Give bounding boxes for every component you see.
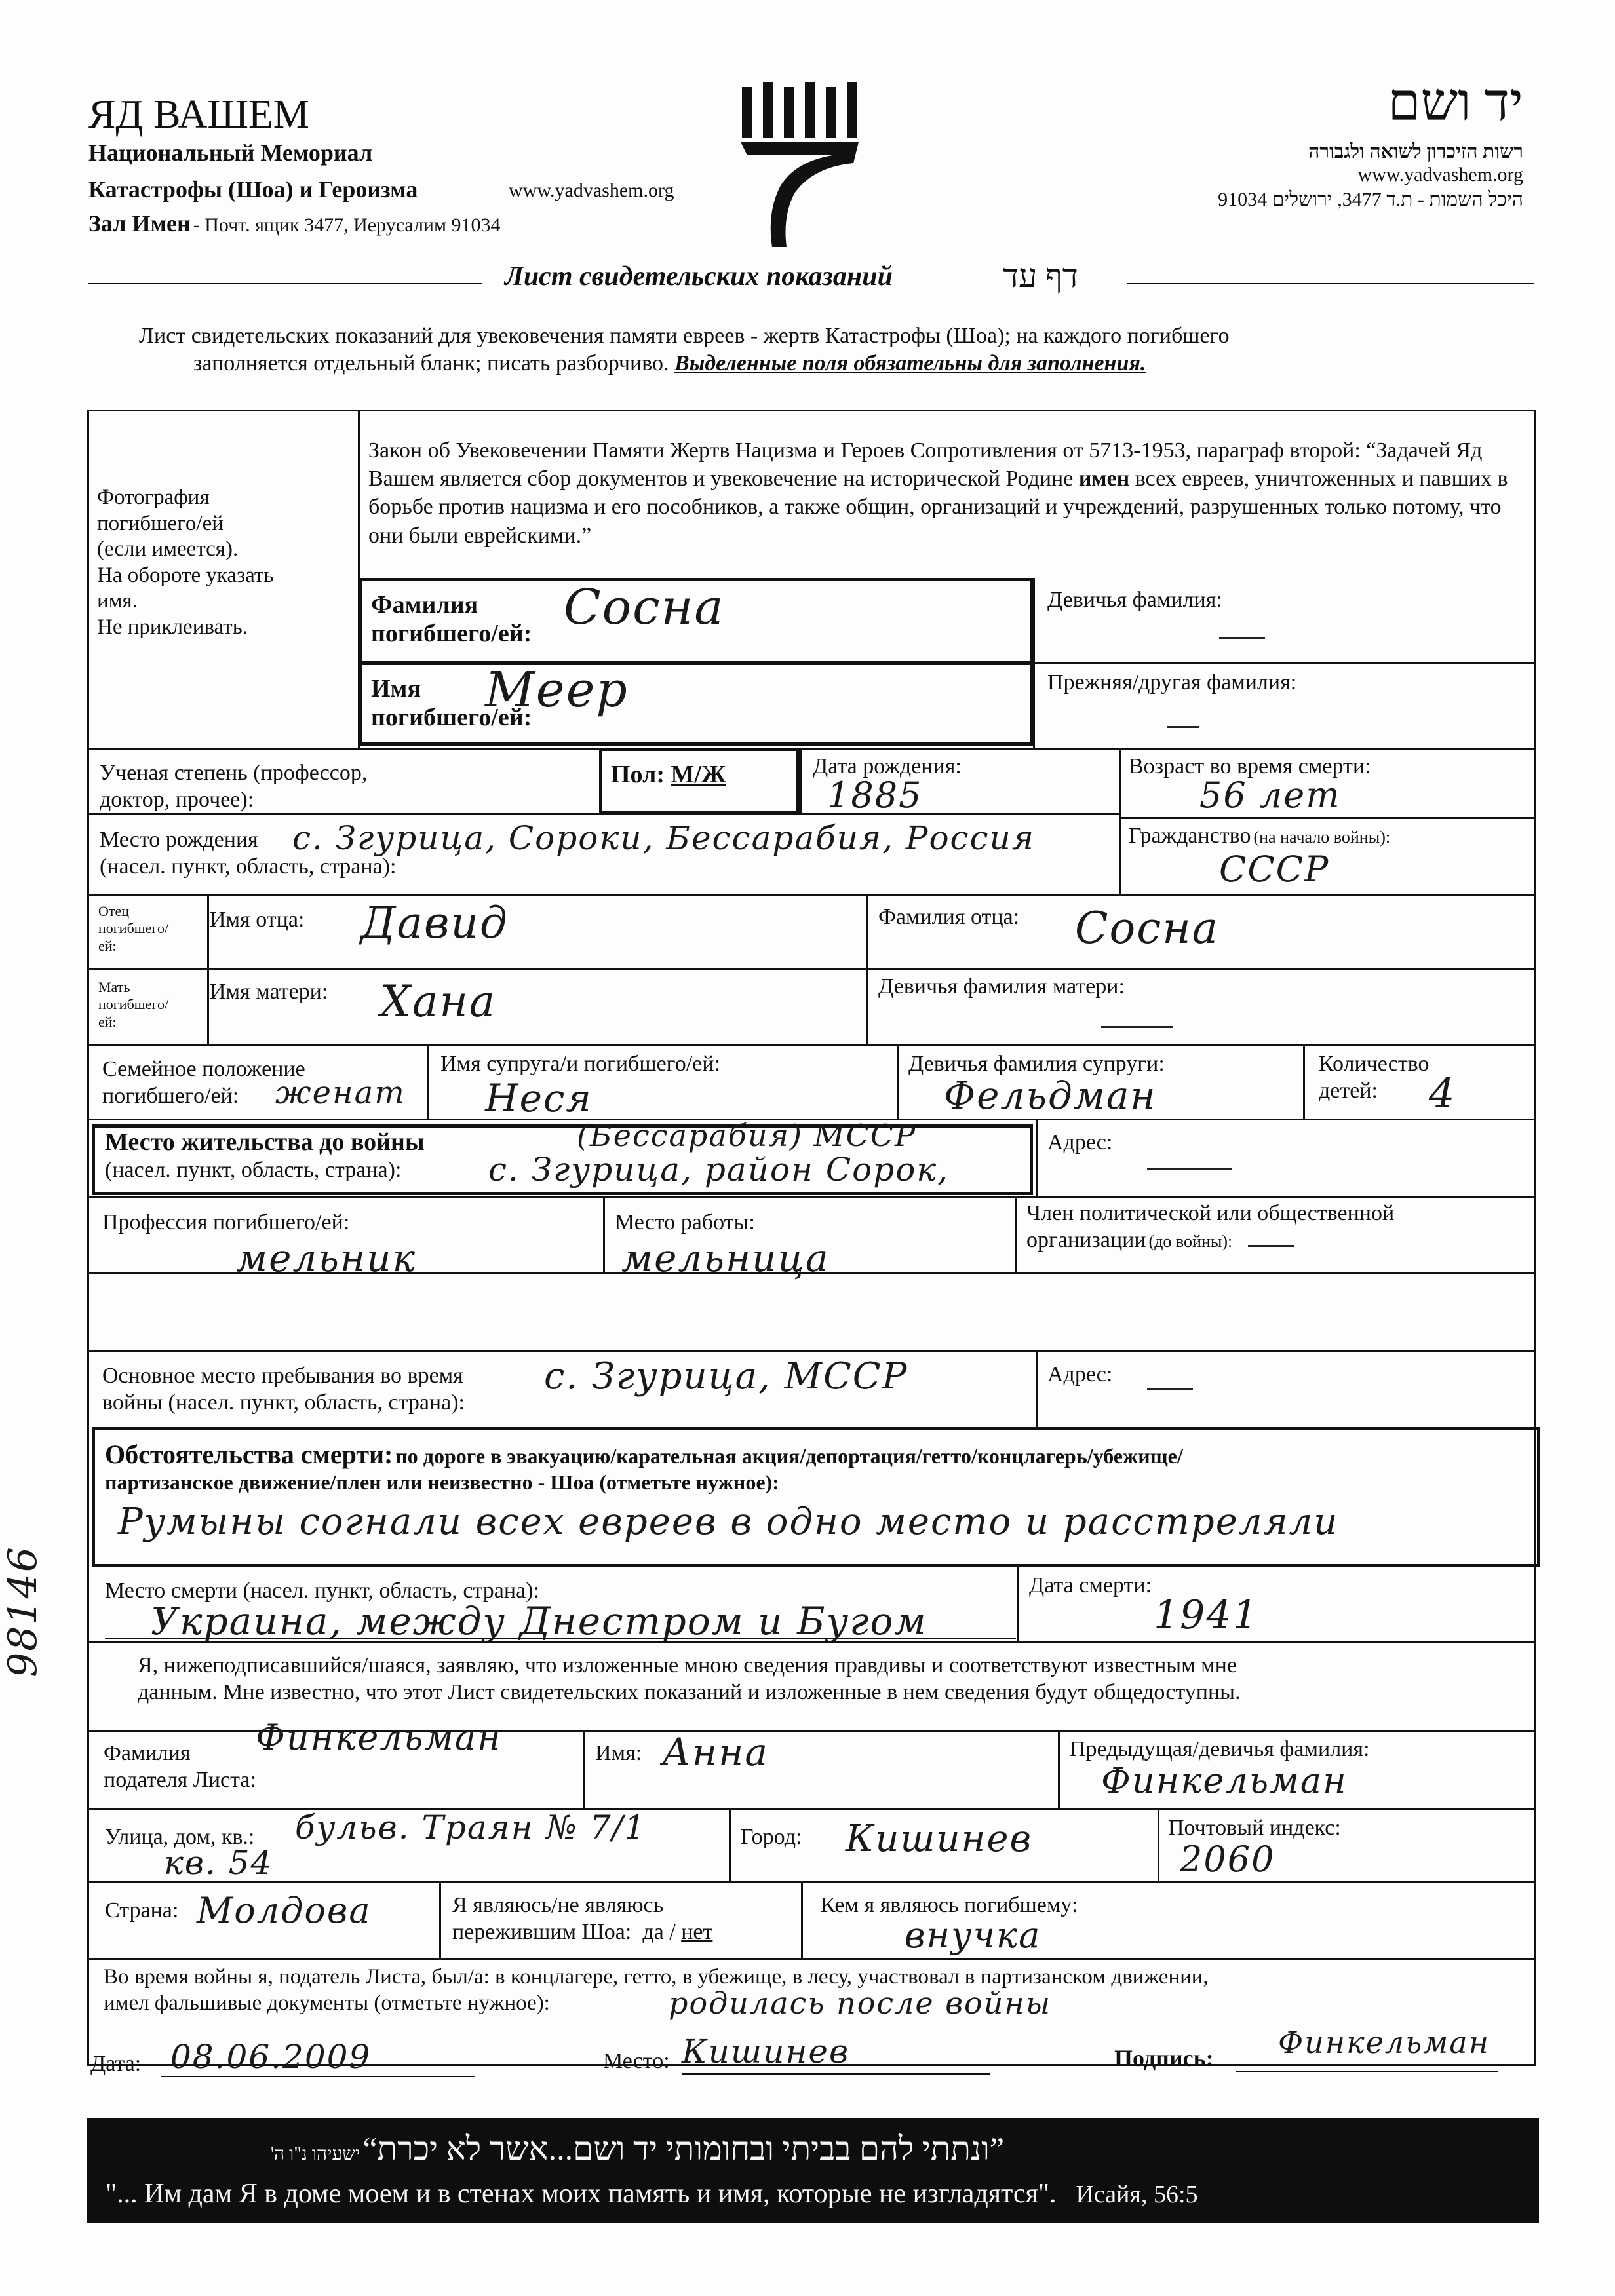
signature-label: Подпись: bbox=[1114, 2045, 1214, 2071]
banner-hebrew: ”ונתתי להם בביתי ובחומותי יד ושם...אשר לא יכרת“ bbox=[362, 2130, 1005, 2167]
dob-label: Дата рождения: bbox=[813, 754, 962, 778]
hebrew-title: יד ושם bbox=[1388, 74, 1523, 132]
father-name-label: Имя отца: bbox=[210, 908, 305, 932]
family-status-label: Семейное положение погибшего/ей: bbox=[102, 1057, 305, 1108]
org-line2: Катастрофы (Шоа) и Героизма bbox=[88, 176, 418, 202]
banner-russian-wrap bbox=[106, 2178, 1198, 2210]
intro-line1: Лист свидетельских показаний для увековечения памяти евреев - жертв Катастрофы (Шоа); на каждого погибшего bbox=[139, 324, 1230, 348]
intro-line2-wrap bbox=[193, 351, 1146, 376]
dob-divider bbox=[800, 748, 802, 813]
residence-value: с. Згурица, район Сорок, bbox=[488, 1151, 950, 1189]
sub-div-3 bbox=[729, 1808, 731, 1882]
profession-div-1 bbox=[603, 1196, 605, 1274]
intro-line2: заполняется отдельный бланк; писать разборчиво. bbox=[193, 351, 669, 375]
city-value: Кишинев bbox=[846, 1818, 1033, 1860]
sub-div-1 bbox=[583, 1730, 585, 1810]
degree-label: Ученая степень (профессор, доктор, прочее): bbox=[100, 761, 368, 812]
wartime-divider bbox=[1036, 1350, 1038, 1427]
submitter-surname-label: Фамилия подателя Листа: bbox=[104, 1741, 256, 1792]
profession-value: мельник bbox=[236, 1236, 417, 1280]
mother-maiden-label: Девичья фамилия матери: bbox=[878, 974, 1125, 999]
profession-label: Профессия погибшего/ей: bbox=[102, 1210, 350, 1234]
father-surname-label: Фамилия отца: bbox=[878, 905, 1020, 929]
victim-surname-label: Фамилия погибшего/ей: bbox=[371, 591, 532, 647]
workplace-label: Место работы: bbox=[615, 1210, 755, 1234]
death-circ-line2: партизанское движение/плен или неизвестно - Шоа (отметьте нужное): bbox=[105, 1470, 779, 1494]
postal-label: Почтовый индекс: bbox=[1168, 1816, 1341, 1840]
title-rule-right bbox=[1127, 283, 1534, 284]
age-value: 56 лет bbox=[1199, 775, 1341, 816]
birthplace-value: с. Згурица, Сороки, Бессарабия, Россия bbox=[292, 819, 1035, 857]
victim-name-label: Имя погибшего/ей: bbox=[371, 675, 532, 731]
submitter-wartime-value: родилась после войны bbox=[669, 1985, 1052, 2021]
birthplace-label: Место рождения (насел. пункт, область, страна): bbox=[100, 828, 397, 879]
street-value: бульв. Траян № 7/1 bbox=[295, 1808, 647, 1846]
death-date-value: 1941 bbox=[1154, 1592, 1259, 1638]
victim-maiden-label: Девичья фамилия: bbox=[1047, 588, 1222, 612]
row-sep-5 bbox=[87, 1044, 1536, 1046]
death-circ-value: Румыны согнали всех евреев в одно место и расстреляли bbox=[118, 1501, 1339, 1543]
banner-ref: Исайя, 56:5 bbox=[1076, 2181, 1198, 2208]
father-side-label: Отец погибшего/ ей: bbox=[98, 903, 169, 954]
residence-value-top: (Бессарабия) МССР bbox=[577, 1118, 916, 1153]
profession-div-2 bbox=[1015, 1196, 1017, 1274]
postal-value: 2060 bbox=[1180, 1839, 1275, 1880]
row-sep-14 bbox=[87, 1958, 1536, 1960]
date-label: Дата: bbox=[90, 2052, 142, 2076]
member-label: Член политической или общественной организации (до войны): bbox=[1026, 1201, 1395, 1252]
hall-line bbox=[88, 210, 500, 237]
family-div-2 bbox=[897, 1044, 899, 1120]
archive-number: 98146 bbox=[0, 1546, 46, 1677]
children-value: 4 bbox=[1429, 1069, 1456, 1117]
age-divider bbox=[1119, 748, 1121, 895]
spouse-maiden-label: Девичья фамилия супруги: bbox=[908, 1052, 1165, 1076]
title-rule-left bbox=[88, 283, 482, 284]
country-label: Страна: bbox=[105, 1898, 179, 1923]
city-label: Город: bbox=[741, 1825, 802, 1849]
gender-value: М/Ж bbox=[671, 761, 726, 788]
sub-div-4 bbox=[1158, 1808, 1159, 1882]
workplace-value: мельница bbox=[621, 1236, 830, 1280]
submitter-prev-label: Предыдущая/девичья фамилия: bbox=[1070, 1737, 1370, 1761]
place-value: Кишинев bbox=[682, 2033, 850, 2071]
death-place-value: Украина, между Днестром и Бугом bbox=[151, 1599, 927, 1643]
death-place-label: Место смерти (насел. пункт, область, страна): bbox=[105, 1578, 539, 1603]
death-date-label: Дата смерти: bbox=[1029, 1573, 1152, 1598]
form-title: Лист свидетельских показаний bbox=[505, 261, 893, 292]
banner-russian: "... Им дам Я в доме моем и в стенах моих память и имя, которые не изгладятся". bbox=[106, 2179, 1057, 2209]
family-status-value: женат bbox=[275, 1075, 406, 1111]
row-sep-8 bbox=[87, 1272, 1536, 1274]
submitter-name-value: Анна bbox=[662, 1730, 769, 1774]
family-div-3 bbox=[1303, 1044, 1305, 1120]
sub-div-6 bbox=[801, 1881, 803, 1958]
relation-label: Кем я являюсь погибшему: bbox=[821, 1893, 1078, 1917]
org-title: ЯД ВАШЕМ bbox=[88, 92, 309, 137]
hebrew-address: היכל השמות - ת.ד 3477, ירושלים 91034 bbox=[1218, 189, 1523, 210]
wartime-value: с. Згурица, МССР bbox=[544, 1355, 908, 1398]
mother-maiden-blank bbox=[1101, 1020, 1173, 1031]
children-label: Количество детей: bbox=[1319, 1052, 1430, 1103]
maiden-divider bbox=[1033, 578, 1035, 750]
row-sep-2b bbox=[1119, 817, 1536, 819]
law-text: Закон об Увековечении Памяти Жертв Нацизма и Героев Сопротивления от 5713-1953, параграф второй: “Задачей Яд Вашем является сбор документов и увековечение на исторической Родине имен всех евреев, уничтоженных и павших в борьбе против нацизма и его пособников, а также общин, организаций и учреждений, разрушенных только потому, что они были еврейскими.” bbox=[368, 438, 1508, 548]
victim-prev-surname-blank bbox=[1167, 719, 1199, 731]
row-sep-2 bbox=[87, 813, 1121, 815]
signature-underline bbox=[1236, 2071, 1498, 2072]
place-label: Место: bbox=[603, 2049, 670, 2073]
relation-value: внучка bbox=[905, 1915, 1041, 1956]
submitter-prev-value: Финкельман bbox=[1101, 1760, 1348, 1801]
gender-line: Пол: М/Ж bbox=[611, 761, 726, 788]
submitter-name-label: Имя: bbox=[595, 1741, 642, 1765]
form-title-hebrew: דף עד bbox=[1003, 258, 1078, 294]
row-sep-3 bbox=[87, 894, 1536, 896]
spouse-label: Имя супруга/и погибшего/ей: bbox=[440, 1052, 720, 1076]
citizenship-label-wrap bbox=[1129, 823, 1390, 850]
wartime-address-blank bbox=[1147, 1381, 1193, 1393]
photo-instructions: Фотография погибшего/ей (если имеется). На обороте указать имя. Не приклеивать. bbox=[97, 486, 274, 639]
residence-divider bbox=[1036, 1119, 1038, 1197]
signature-value: Финкельман bbox=[1278, 2025, 1490, 2060]
hebrew-line1: רשות הזיכרון לשואה ולגבורה bbox=[1308, 141, 1523, 163]
date-value: 08.06.2009 bbox=[170, 2038, 372, 2076]
spouse-maiden-value: Фельдман bbox=[944, 1073, 1157, 1118]
website-right: www.yadvashem.org bbox=[1357, 164, 1523, 185]
yad-vashem-logo bbox=[734, 82, 865, 252]
survivor-no: нет bbox=[681, 1919, 713, 1944]
row-sep-4 bbox=[87, 968, 1536, 970]
org-line1: Национальный Мемориал bbox=[88, 140, 373, 166]
banner-hebrew-wrap bbox=[271, 2130, 1004, 2168]
victim-name-value: Меер bbox=[485, 662, 629, 718]
citizenship-note: (на начало войны): bbox=[1253, 828, 1391, 847]
row-sep-10 bbox=[87, 1641, 1536, 1643]
victim-surname-value: Сосна bbox=[564, 579, 725, 636]
father-name-value: Давид bbox=[360, 898, 509, 948]
intro-emphasis: Выделенные поля обязательны для заполнения. bbox=[674, 351, 1146, 375]
submitter-surname-value: Финкельман bbox=[256, 1717, 502, 1758]
sub-div-5 bbox=[439, 1881, 441, 1958]
wartime-address-label: Адрес: bbox=[1047, 1362, 1113, 1387]
footer-banner bbox=[87, 2118, 1539, 2223]
date-underline bbox=[161, 2076, 475, 2077]
victim-prev-surname-label: Прежняя/другая фамилия: bbox=[1047, 670, 1297, 695]
residence-label: Место жительства до войны (насел. пункт, область, страна): bbox=[105, 1128, 425, 1182]
hall-label: Зал Имен bbox=[88, 210, 191, 237]
age-label: Возраст во время смерти: bbox=[1129, 754, 1371, 778]
dob-value: 1885 bbox=[827, 775, 923, 816]
citizenship-value: СССР bbox=[1219, 849, 1330, 890]
citizenship-label: Гражданство bbox=[1129, 824, 1251, 848]
mother-side-label: Мать погибшего/ ей: bbox=[98, 979, 169, 1030]
street-value2: кв. 54 bbox=[164, 1844, 273, 1882]
row-sep-13 bbox=[87, 1881, 1536, 1883]
spouse-value: Неся bbox=[485, 1076, 593, 1120]
declaration: Я, нижеподписавшийся/шаяся, заявляю, что изложенные мною сведения правдивы и соответствуют известным мне данным. Мне известно, что этот Лист свидетельских показаний и изложенные в нем сведения будут общедоступны. bbox=[138, 1653, 1241, 1704]
street-label: Улица, дом, кв.: bbox=[105, 1825, 255, 1849]
row-sep-1 bbox=[87, 748, 1536, 750]
wartime-label: Основное место пребывания во время войны (насел. пункт, область, страна): bbox=[102, 1364, 465, 1415]
row-sep-7 bbox=[87, 1196, 1536, 1198]
death-date-divider bbox=[1017, 1567, 1019, 1643]
website-left: www.yadvashem.org bbox=[509, 180, 674, 201]
victim-maiden-blank bbox=[1219, 630, 1265, 642]
place-underline bbox=[682, 2073, 990, 2075]
submitter-wartime-label: Во время войны я, податель Листа, был/а: в концлагере, гетто, в убежище, в лесу, участвовал в партизанском движении, имел фальшивые документы (отметьте нужное): bbox=[104, 1965, 1209, 2015]
death-circ-line1: Обстоятельства смерти: по дороге в эвакуацию/карательная акция/депортация/гетто/концлагерь/убежище/ bbox=[105, 1440, 1183, 1469]
survivor-label: Я являюсь/не являюсь пережившим Шоа: да / нет bbox=[452, 1893, 713, 1944]
father-surname-value: Сосна bbox=[1075, 903, 1220, 953]
maiden-separator bbox=[1033, 662, 1536, 664]
family-div-1 bbox=[427, 1044, 429, 1120]
mother-name-value: Хана bbox=[380, 976, 497, 1027]
residence-address-blank bbox=[1147, 1161, 1232, 1173]
sub-div-2 bbox=[1058, 1730, 1060, 1810]
country-value: Молдова bbox=[197, 1890, 372, 1931]
row-sep-9 bbox=[87, 1350, 1536, 1352]
banner-hebrew-ref: ישעיהו נ"ו ה' bbox=[271, 2144, 360, 2164]
death-place-underline bbox=[105, 1638, 1016, 1639]
mother-name-label: Имя матери: bbox=[210, 980, 328, 1004]
residence-address-label: Адрес: bbox=[1047, 1130, 1113, 1155]
hall-address: - Почт. ящик 3477, Иерусалим 91034 bbox=[193, 214, 501, 236]
